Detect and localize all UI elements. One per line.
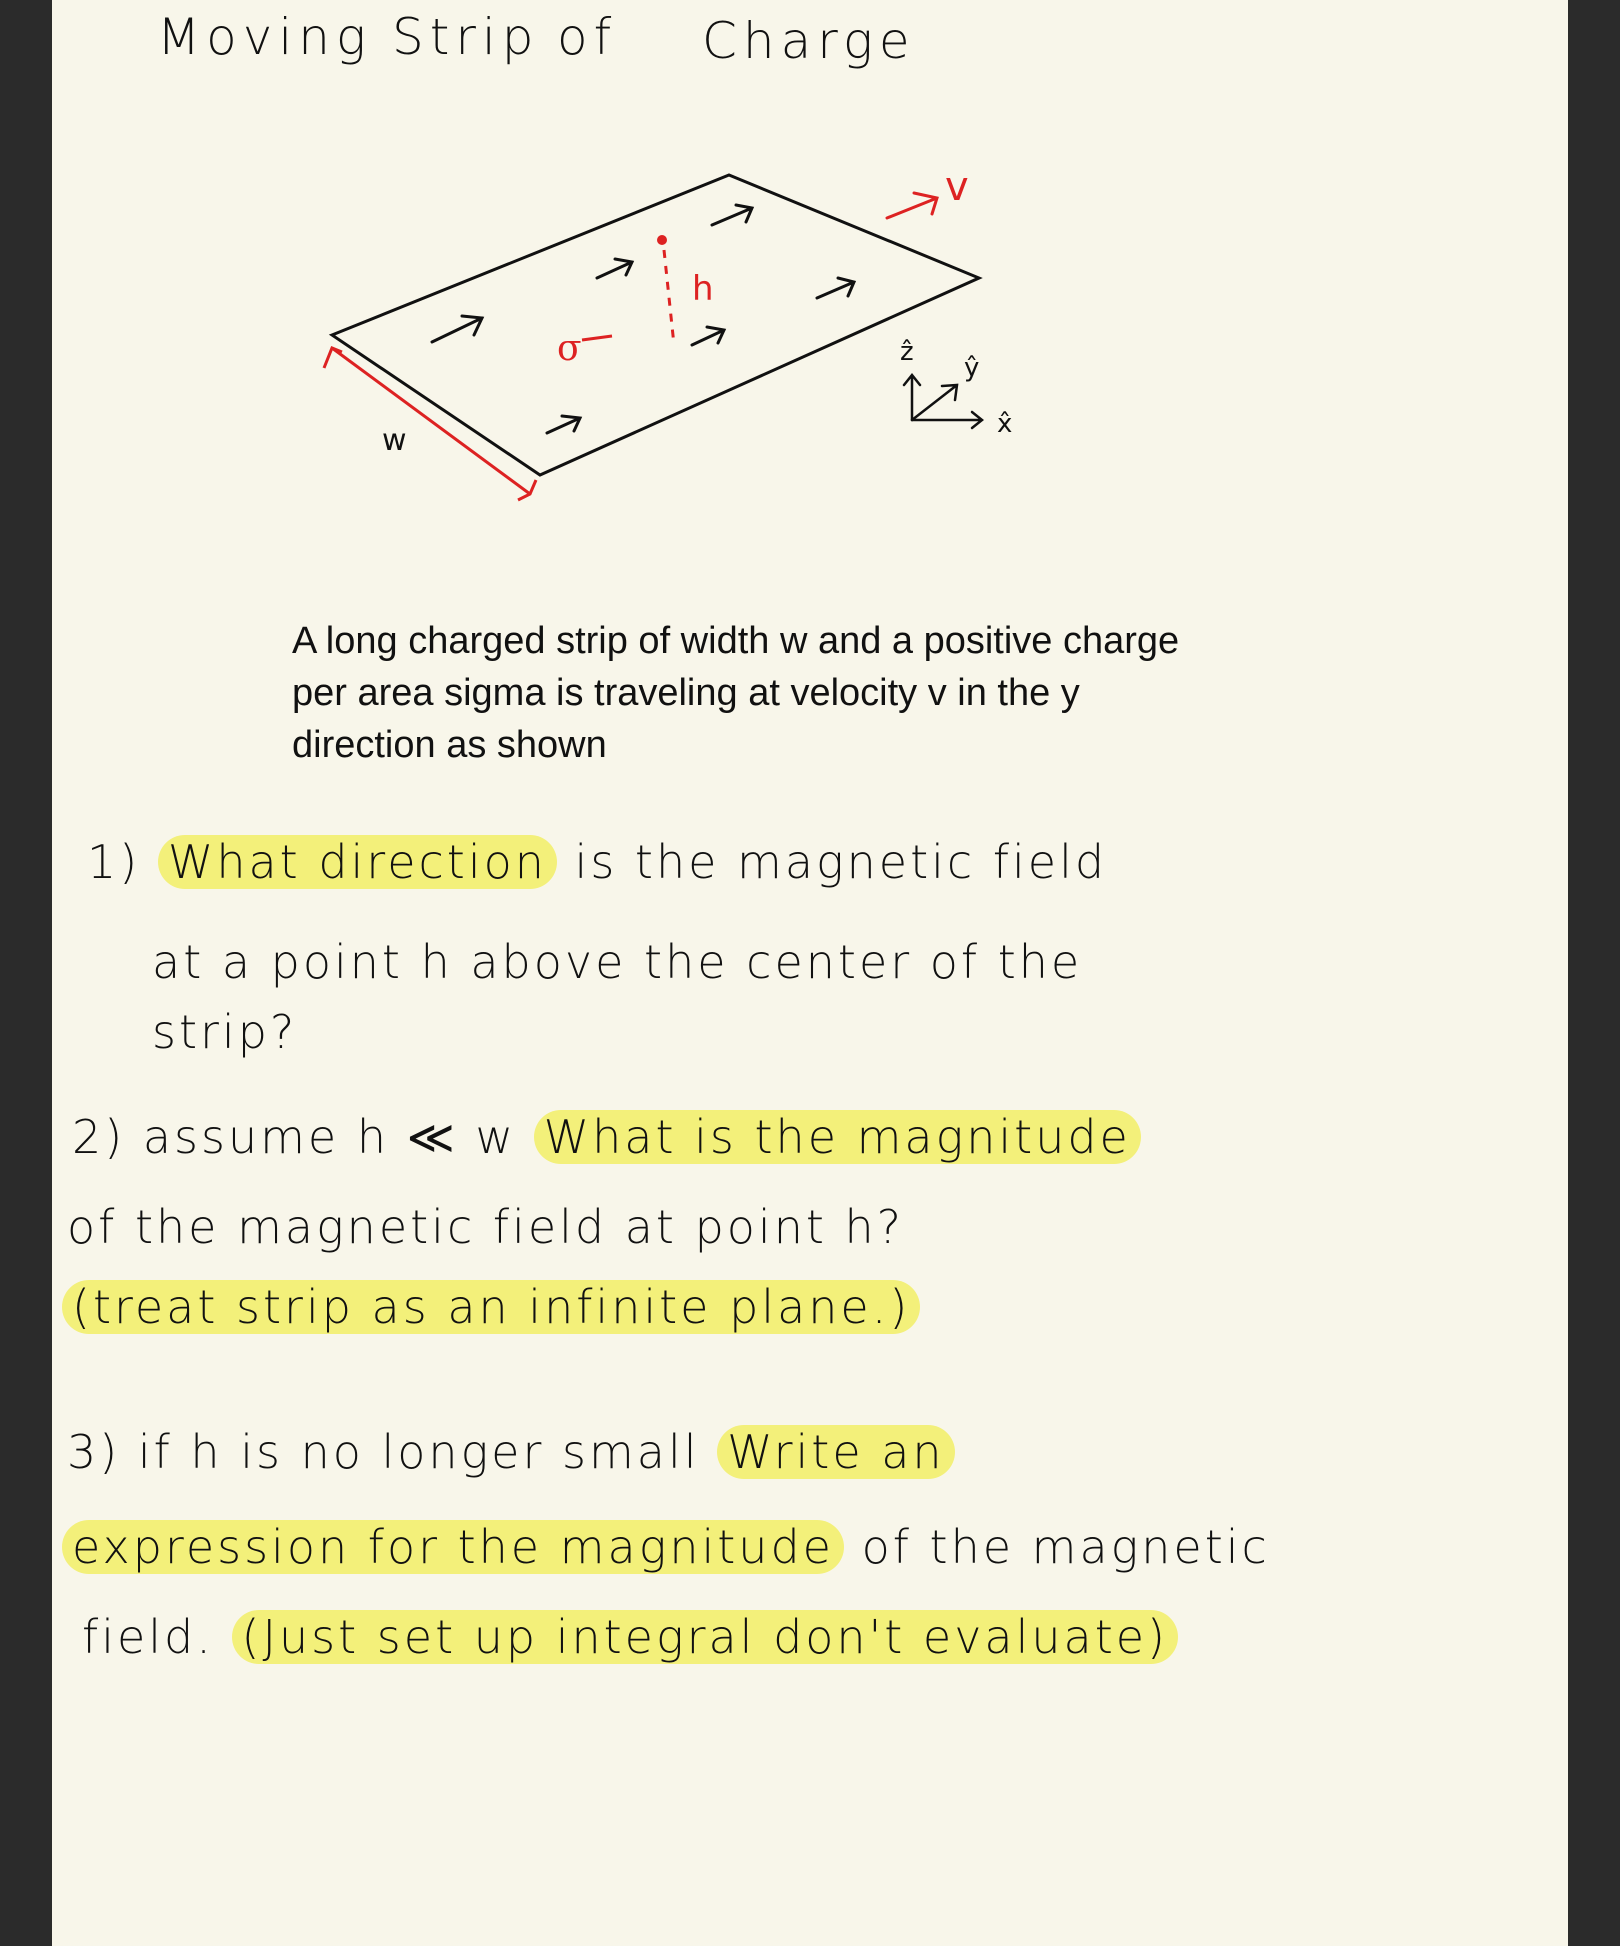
q2-highlight-1: What is the magnitude xyxy=(534,1110,1141,1164)
problem-line-1: A long charged strip of width w and a positive charge xyxy=(292,620,1180,662)
title-word-charge: Charge xyxy=(702,12,916,70)
q1-highlight: What direction xyxy=(158,835,557,889)
q3-line-2 xyxy=(62,1520,1270,1574)
height-dashed-line xyxy=(664,250,674,345)
q3-rest: of the magnetic xyxy=(861,1520,1270,1574)
h-label: h xyxy=(692,269,714,309)
point-h-dot xyxy=(657,235,667,245)
width-bracket xyxy=(324,348,536,500)
q1-number: 1) xyxy=(87,835,141,889)
charged-strip-shape xyxy=(332,175,979,475)
q3-line-1 xyxy=(67,1425,955,1479)
v-label: v xyxy=(945,164,969,210)
q1-rest: is the magnetic field xyxy=(574,835,1108,889)
q2-line-1 xyxy=(72,1110,1141,1164)
problem-statement xyxy=(292,615,1392,771)
q3-line-3 xyxy=(82,1610,1178,1664)
problem-line-3: direction as shown xyxy=(292,724,607,766)
q3-field: field. xyxy=(82,1610,214,1664)
q3-highlight-3: (Just set up integral don't evaluate) xyxy=(232,1610,1179,1664)
z-axis-label: ẑ xyxy=(900,337,914,367)
width-label: w xyxy=(382,423,407,458)
title-word-of: of xyxy=(557,8,618,66)
sigma-label: σ xyxy=(557,328,582,369)
q1-line-1 xyxy=(87,835,1107,889)
velocity-indicator xyxy=(887,193,937,218)
strip-diagram xyxy=(52,0,1568,560)
x-axis-label: x̂ xyxy=(997,409,1013,439)
q1-line-3: strip? xyxy=(152,1005,298,1059)
q2-highlight-2: (treat strip as an infinite plane.) xyxy=(62,1280,920,1334)
q3-highlight-1: Write an xyxy=(717,1425,954,1479)
title-word-moving: Moving xyxy=(157,8,372,66)
note-page xyxy=(52,0,1568,1946)
q2-line-2: of the magnetic field at point h? xyxy=(67,1200,905,1254)
q1-line-2: at a point h above the center of the xyxy=(152,935,1083,989)
title-word-strip: Strip xyxy=(392,8,540,66)
velocity-arrows xyxy=(432,205,854,433)
q3-pre: 3) if h is no longer small xyxy=(67,1425,700,1479)
q2-line-3 xyxy=(62,1280,920,1334)
q2-assume: 2) assume h ≪ w xyxy=(72,1110,517,1164)
q3-highlight-2: expression for the magnitude xyxy=(62,1520,844,1574)
y-axis-label: ŷ xyxy=(964,353,980,383)
problem-line-2: per area sigma is traveling at velocity v in the y xyxy=(292,672,1080,714)
